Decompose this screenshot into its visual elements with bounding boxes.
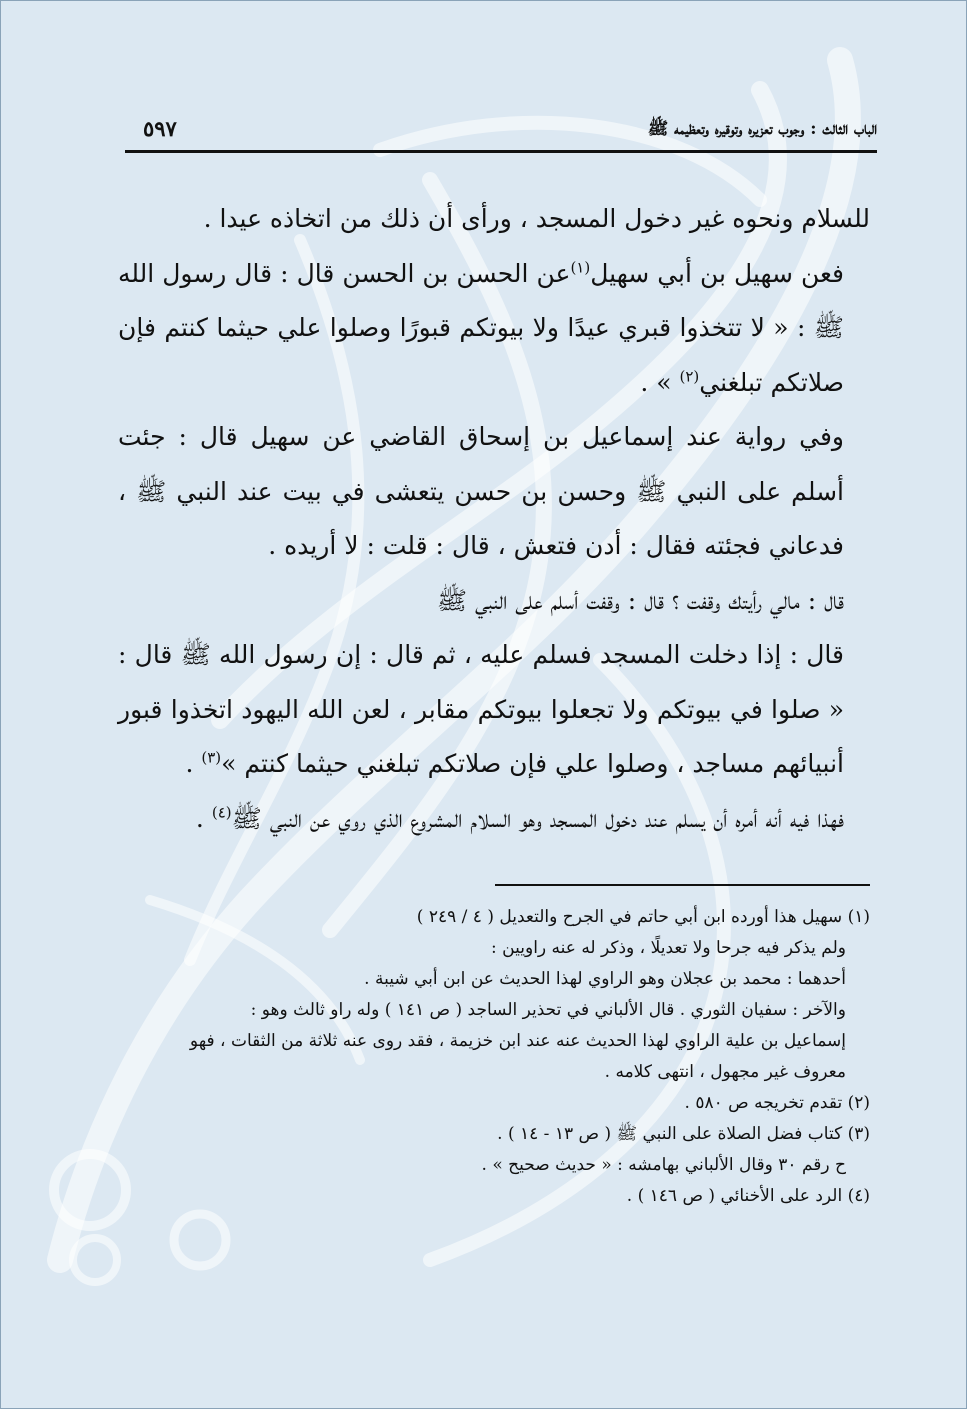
paragraph-5-part-1: قال : إذا دخلت المسجد فسلم عليه ، ثم قال : إن رسول الله ﷺ قال : « صلوا في بيوتكم ولا تجعلوا بيوتكم مقابر ، لعن الله اليهود اتخذوا قبور أنبيائهم مساجد ، وصلوا علي فإن صلاتكم تبلغني حيثما كنتم » (118, 640, 844, 778)
paragraph-6-part-2: . (195, 803, 212, 833)
paragraph-2 (118, 247, 870, 411)
paragraph-3: وفي رواية عند إسماعيل بن إسحاق القاضي عن سهيل قال : جئت أسلم على النبي ﷺ وحسن بن حسن يتعشى في بيت عند النبي ﷺ ، فدعاني فجئته فقال : أدن فتعش ، قال : قلت : لا أريده . (118, 422, 844, 560)
footnote-1-line-5: إسماعيل بن علية الراوي لهذا الحديث عنه عند ابن خزيمة ، فقد روى عنه ثلاثة من الثقات ، فهو (189, 1031, 846, 1051)
footnote-1-line-3: أحدهما : محمد بن عجلان وهو الراوي لهذا الحديث عن ابن أبي شيبة . (364, 969, 846, 989)
paragraph-1: للسلام ونحوه غير دخول المسجد ، ورأى أن ذلك من اتخاذه عيدا . (203, 204, 870, 233)
paragraph-2-part-2: عن الحسن بن الحسن قال : قال رسول الله ﷺ : « لا تتخذوا قبري عيدًا ولا بيوتكم قبورًا وصلوا علي حيثما كنتم فإن صلاتكم تبلغني (118, 258, 844, 397)
footnote-ref-3[interactable]: (٣) (201, 748, 222, 767)
footnote-1-line-2: ولم يذكر فيه جرحا ولا تعديلًا ، وذكر له عنه راويين : (491, 938, 846, 958)
footnote-3-line-1: (٣) كتاب فضل الصلاة على النبي ﷺ ( ص ١٣ - ١٤ ) . (497, 1124, 870, 1144)
footnote-3-line-2: ح رقم ٣٠ وقال الألباني بهامشه : « حديث صحيح » . (481, 1155, 846, 1175)
paragraph-5-part-2: . (185, 749, 202, 778)
footnotes (125, 902, 870, 1212)
footnote-4: (٤) الرد على الأخنائي ( ص ١٤٦ ) . (626, 1186, 870, 1206)
footnote-2: (٢) تقدم تخريجه ص ٥٨٠ . (684, 1093, 870, 1113)
running-head (125, 112, 877, 152)
body-text (118, 192, 870, 846)
paragraph-2-part-3: » . (640, 367, 680, 397)
footnote-1-line-4: والآخر : سفيان الثوري . قال الألباني في تحذير الساجد ( ص ١٤١ ) وله راو ثالث وهو : (250, 1000, 846, 1020)
footnote-1-line-1: (١) سهيل هذا أورده ابن أبي حاتم في الجرح والتعديل ( ٤ / ٢٤٩ ) (416, 907, 870, 927)
paragraph-4: قال : مالي رأيتك وقفت ؟ قال : وقفت أسلم على النبي ﷺ (436, 585, 844, 615)
paragraph-5 (118, 628, 870, 792)
paragraph-2-part-1: فعن سهيل بن أبي سهيل (590, 258, 844, 288)
footnote-ref-2[interactable]: (٢) (679, 367, 700, 386)
paragraph-6 (118, 792, 870, 847)
header-rule (125, 150, 877, 153)
footnote-rule (495, 884, 870, 886)
footnote-ref-4[interactable]: (٤) (211, 803, 232, 822)
page-number: ٥٩٧ (143, 116, 177, 141)
footnote-ref-1[interactable]: (١) (570, 258, 591, 277)
paragraph-6-part-1: فهذا فيه أنه أمره أن يسلم عند دخول المسجد وهو السلام المشروع الذي روي عن النبي ﷺ (231, 803, 844, 833)
footnote-1-line-6: معروف غير مجهول ، انتهى كلامه . (604, 1062, 846, 1082)
chapter-title: الباب الثالث : وجوب تعزيره وتوقيره وتعظيمه ﷺ (647, 119, 877, 139)
